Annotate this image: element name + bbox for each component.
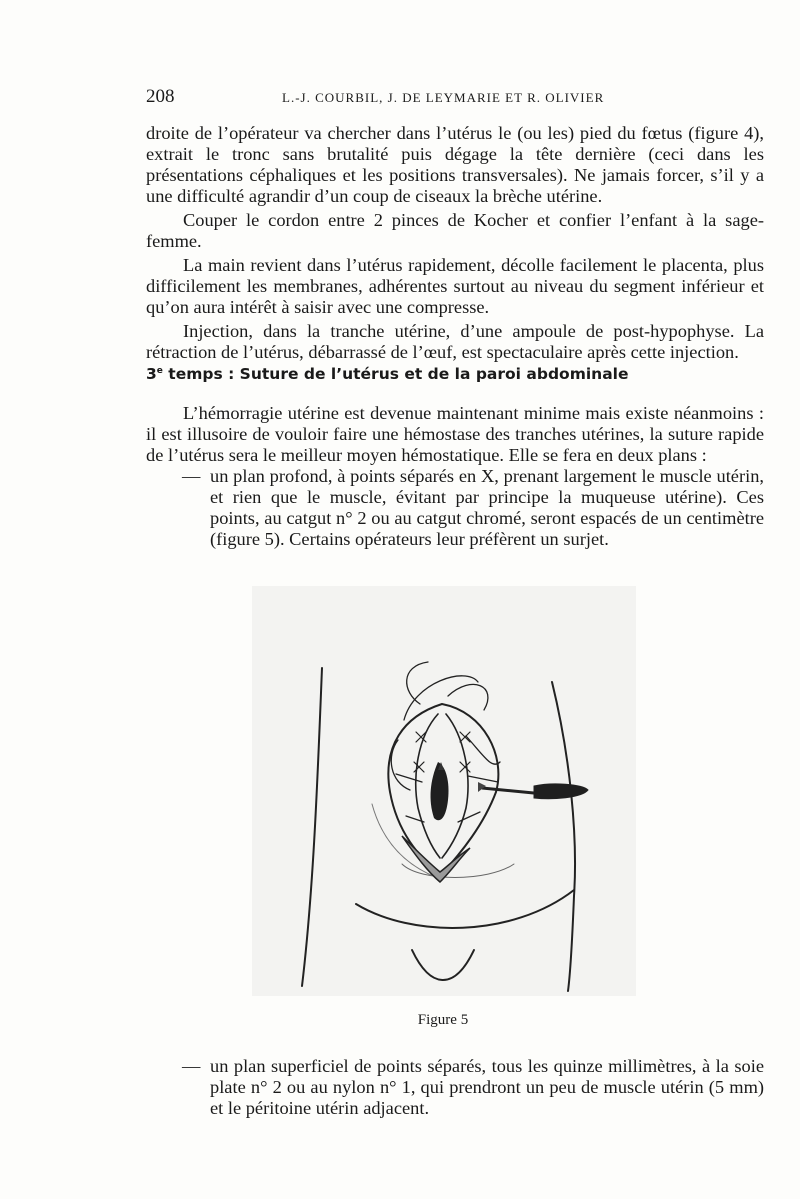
section-title: temps : Suture de l’utérus et de la paroi abdominale xyxy=(162,365,629,383)
right-flank-line xyxy=(552,682,575,991)
figure-5-illustration xyxy=(252,586,636,996)
page-number: 208 xyxy=(146,86,175,107)
retractor-handle xyxy=(534,784,588,799)
paragraph-2: Couper le cordon entre 2 pinces de Kocher et confier l’enfant à la sage-femme. xyxy=(146,210,764,251)
incision-cavity xyxy=(431,762,449,820)
paragraph-5: L’hémorragie utérine est devenue maintenant minime mais existe néanmoins : il est illusoire de vouloir faire une hémostase des tranches utérines, la suture rapide de l’utérus sera le meilleur moyen hémostatique. Elle se fera en deux plans : xyxy=(146,403,764,465)
running-head: L.-J. COURBIL, J. DE LEYMARIE ET R. OLIVIER xyxy=(282,90,605,105)
body-text-top xyxy=(146,123,764,363)
list-item-2-text: un plan superficiel de points séparés, tous les quinze millimètres, à la soie plate n° 2 ou au nylon n° 1, qui prendront un peu de muscle utérin (5 mm) et le péritoine utérin adjacent. xyxy=(210,1056,764,1118)
left-flank-line xyxy=(302,668,322,986)
paragraph-3: La main revient dans l’utérus rapidement, décolle facilement le placenta, plus difficilement les membranes, adhérentes surtout au niveau du segment inférieur et qu’on aura intérêt à saisir avec une compresse. xyxy=(146,255,764,317)
groin-curve xyxy=(356,890,574,928)
list-item-1-text: un plan profond, à points séparés en X, prenant largement le muscle utérin, et rien que le muscle, évitant par principe la muqueuse utérine). Ces points, au catgut n° 2 ou au catgut chromé, seront espacés de un centimètre (figure 5). Certains opérateurs leur préfèrent un surjet. xyxy=(210,466,764,549)
section-heading xyxy=(146,365,764,383)
list-item-2 xyxy=(146,1056,764,1119)
dash-marker: — xyxy=(182,466,201,486)
dash-marker: — xyxy=(182,1056,201,1076)
paragraph-1: droite de l’opérateur va chercher dans l’utérus le (ou les) pied du fœtus (figure 4), extrait le tronc sans brutalité puis dégage la tête dernière (ceci dans les présentations céphaliques et les positions transversales). Ne jamais forcer, s’il y a une difficulté agrandir d’un coup de ciseaux la brèche utérine. xyxy=(146,123,764,206)
body-text-bottom xyxy=(146,1056,764,1119)
wound-edge xyxy=(402,836,470,882)
pubic-curve xyxy=(412,950,474,980)
section-number: 3 xyxy=(146,365,157,383)
section-superscript: e xyxy=(156,365,163,376)
body-text-section xyxy=(146,403,764,550)
surgical-drawing xyxy=(252,586,636,996)
figure-caption: Figure 5 xyxy=(417,1012,469,1028)
list-item-1 xyxy=(146,466,764,550)
paragraph-4: Injection, dans la tranche utérine, d’une ampoule de post-hypophyse. La rétraction de l’utérus, débarrassé de l’œuf, est spectaculaire après cette injection. xyxy=(146,321,764,362)
page-header xyxy=(146,86,666,110)
